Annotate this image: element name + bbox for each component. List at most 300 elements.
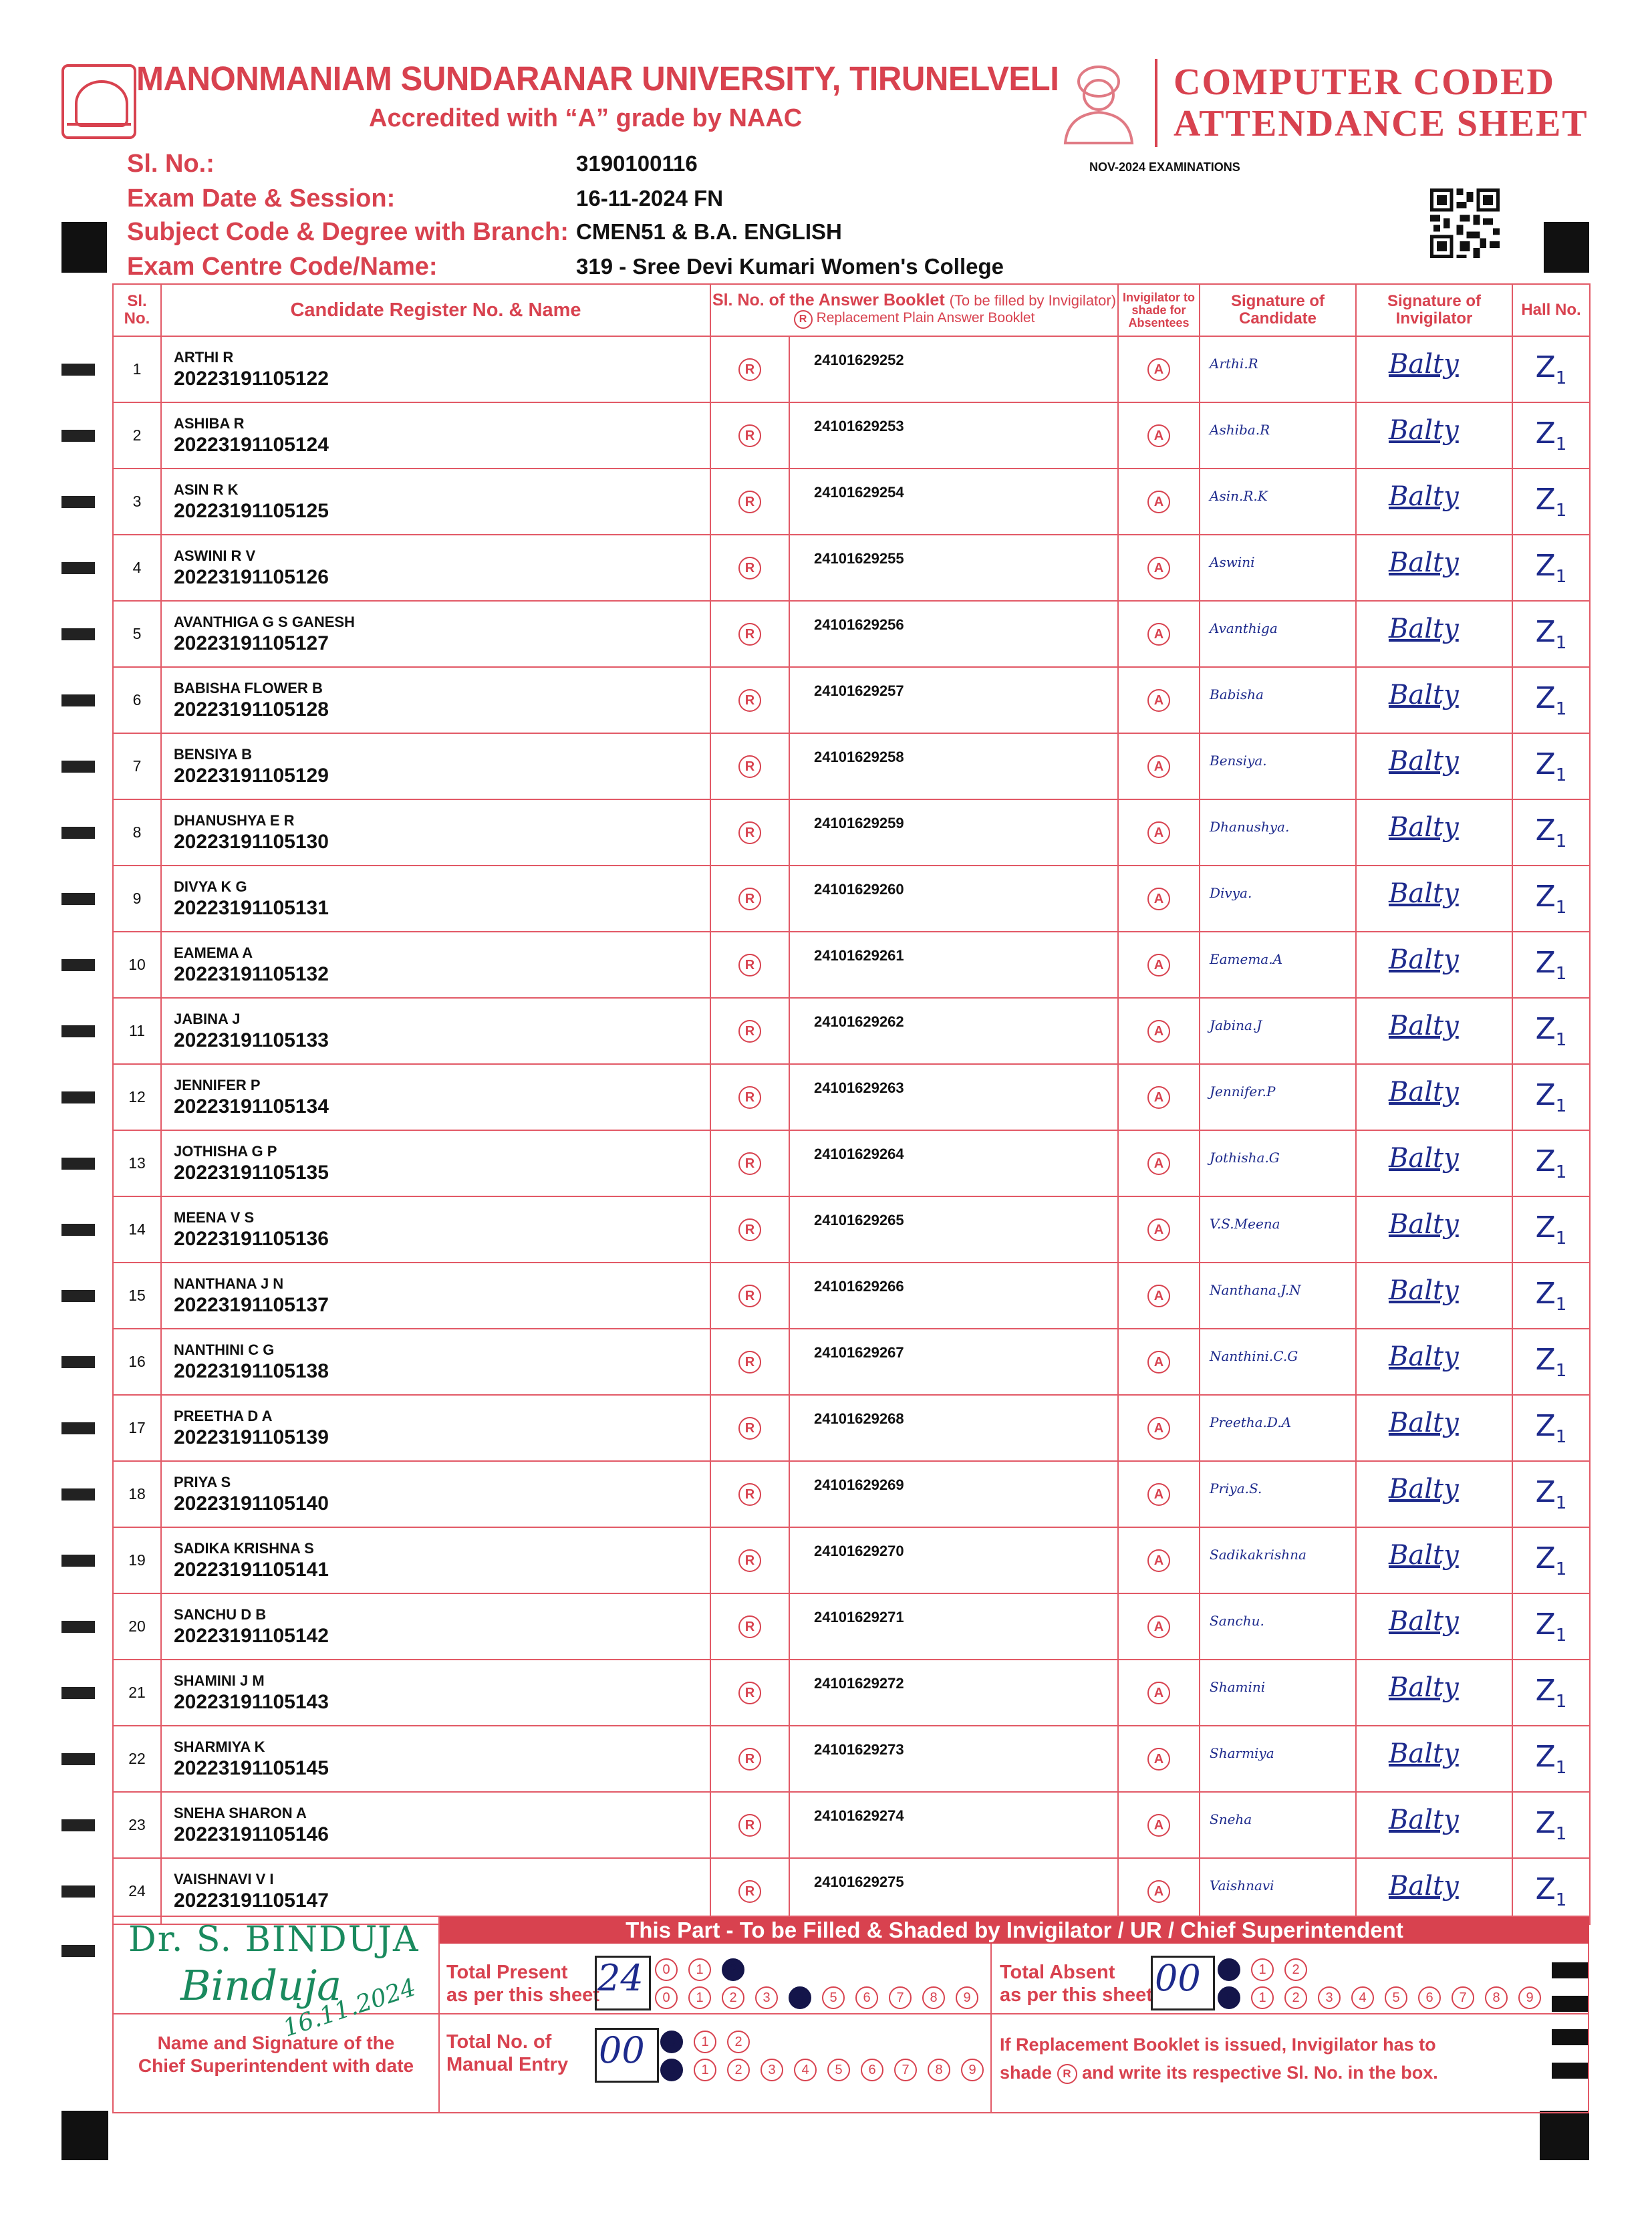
row-booklet xyxy=(789,1395,1118,1461)
table-row xyxy=(113,733,1590,799)
digit-bubble[interactable]: 7 xyxy=(1452,1986,1474,2009)
row-booklet xyxy=(789,1792,1118,1858)
hall-number: $Z_1$ xyxy=(1535,1409,1567,1447)
digit-bubble[interactable]: 8 xyxy=(922,1986,945,2009)
row-absent[interactable] xyxy=(1118,1726,1200,1792)
row-candidate-signature xyxy=(1200,1593,1356,1660)
row-invigilator-signature xyxy=(1356,1329,1512,1395)
hall-number: $Z_1$ xyxy=(1535,1475,1567,1513)
digit-bubble[interactable]: 0 xyxy=(655,1986,678,2009)
replacement-r-bubble[interactable]: R xyxy=(738,888,761,910)
row-candidate xyxy=(161,1064,710,1130)
digit-bubble[interactable]: 2 xyxy=(1284,1986,1307,2009)
absent-a-bubble[interactable]: A xyxy=(1147,1351,1170,1374)
row-absent[interactable] xyxy=(1118,998,1200,1064)
digit-bubble[interactable]: 6 xyxy=(861,2059,883,2081)
replacement-r-bubble[interactable]: R xyxy=(738,491,761,513)
digit-bubble[interactable]: 0 xyxy=(1218,1958,1240,1981)
candidate-signature: Sneha xyxy=(1210,1811,1252,1827)
row-replacement[interactable] xyxy=(710,1660,789,1726)
hall-number: $Z_1$ xyxy=(1535,1872,1567,1910)
present-label-line1: Total Present xyxy=(446,1962,568,1983)
row-hall xyxy=(1512,998,1590,1064)
row-candidate-signature xyxy=(1200,1858,1356,1924)
absent-a-bubble[interactable]: A xyxy=(1147,1748,1170,1771)
row-booklet xyxy=(789,1726,1118,1792)
candidate-name: JOTHISHA G P xyxy=(174,1143,277,1160)
invigilator-signature: Balty xyxy=(1389,680,1459,710)
manual-tens-bubbles[interactable] xyxy=(660,2031,761,2053)
row-candidate xyxy=(161,799,710,866)
register-number: 20223191105132 xyxy=(174,963,329,985)
booklet-number: 24101629274 xyxy=(814,1807,904,1824)
row-invigilator-signature xyxy=(1356,336,1512,402)
hall-number: $Z_1$ xyxy=(1535,1144,1567,1182)
table-row xyxy=(113,932,1590,998)
absent-a-bubble[interactable]: A xyxy=(1147,1152,1170,1175)
row-candidate xyxy=(161,1461,710,1527)
row-invigilator-signature xyxy=(1356,469,1512,535)
hall-number: $Z_1$ xyxy=(1535,946,1567,984)
candidate-signature: Asin.R.K xyxy=(1210,488,1268,504)
row-replacement[interactable] xyxy=(710,469,789,535)
hall-number: $Z_1$ xyxy=(1535,880,1567,918)
hall-number: $Z_1$ xyxy=(1535,1541,1567,1579)
replacement-r-bubble[interactable]: R xyxy=(738,1682,761,1704)
row-absent[interactable] xyxy=(1118,1196,1200,1263)
row-replacement[interactable] xyxy=(710,1263,789,1329)
row-hall xyxy=(1512,733,1590,799)
row-hall xyxy=(1512,1329,1590,1395)
replacement-r-bubble[interactable]: R xyxy=(738,1483,761,1506)
hall-number: $Z_1$ xyxy=(1535,1806,1567,1844)
table-row xyxy=(113,1064,1590,1130)
replacement-r-bubble[interactable]: R xyxy=(738,1748,761,1771)
replacement-r-bubble[interactable]: R xyxy=(738,358,761,381)
replacement-r-bubble[interactable]: R xyxy=(738,1814,761,1837)
row-absent[interactable] xyxy=(1118,1858,1200,1924)
row-invigilator-signature xyxy=(1356,1660,1512,1726)
invigilator-section xyxy=(112,1916,1589,2113)
row-absent[interactable] xyxy=(1118,601,1200,667)
manual-label-line1: Total No. of xyxy=(446,2031,552,2053)
replacement-r-bubble[interactable]: R xyxy=(738,821,761,844)
digit-bubble[interactable]: 1 xyxy=(1251,1986,1274,2009)
row-booklet xyxy=(789,1130,1118,1196)
row-replacement[interactable] xyxy=(710,1196,789,1263)
absent-a-bubble[interactable]: A xyxy=(1147,1086,1170,1109)
absent-label-line2: as per this sheet xyxy=(1000,1984,1153,2006)
absent-tens-bubbles[interactable] xyxy=(1218,1958,1318,1981)
row-sl: 9 xyxy=(113,866,161,932)
row-candidate-signature xyxy=(1200,1527,1356,1593)
booklet-number: 24101629265 xyxy=(814,1212,904,1228)
row-candidate xyxy=(161,402,710,469)
row-absent[interactable] xyxy=(1118,1130,1200,1196)
digit-bubble[interactable]: 3 xyxy=(1318,1986,1341,2009)
row-invigilator-signature xyxy=(1356,1064,1512,1130)
row-replacement[interactable] xyxy=(710,1329,789,1395)
booklet-number: 24101629260 xyxy=(814,881,904,898)
replacement-r-bubble[interactable]: R xyxy=(738,1020,761,1043)
row-replacement[interactable] xyxy=(710,1858,789,1924)
header-absent: Invigilator to shade for Absentees xyxy=(1118,284,1200,336)
digit-bubble[interactable]: 5 xyxy=(1385,1986,1407,2009)
sheet-title xyxy=(1174,61,1589,144)
digit-bubble[interactable]: 0 xyxy=(655,1958,678,1981)
row-hall xyxy=(1512,1263,1590,1329)
timing-mark xyxy=(61,761,95,773)
row-candidate-signature xyxy=(1200,535,1356,601)
row-absent[interactable] xyxy=(1118,469,1200,535)
row-replacement[interactable] xyxy=(710,866,789,932)
timing-mark xyxy=(61,959,95,971)
row-invigilator-signature xyxy=(1356,866,1512,932)
absent-a-bubble[interactable]: A xyxy=(1147,1417,1170,1440)
register-number: 20223191105135 xyxy=(174,1162,329,1184)
booklet-number: 24101629262 xyxy=(814,1013,904,1030)
chief-name: Dr. S. BINDUJA xyxy=(128,1920,420,1960)
row-absent[interactable] xyxy=(1118,667,1200,733)
absent-a-bubble[interactable]: A xyxy=(1147,358,1170,381)
replacement-note-line2: and write its respective Sl. No. in the box. xyxy=(1082,2063,1438,2083)
row-absent[interactable] xyxy=(1118,1660,1200,1726)
row-replacement[interactable] xyxy=(710,1726,789,1792)
row-booklet xyxy=(789,1660,1118,1726)
row-replacement[interactable] xyxy=(710,336,789,402)
university-name: MANONMANIAM SUNDARANAR UNIVERSITY, TIRUNELVELI xyxy=(136,59,1059,98)
digit-bubble[interactable]: 2 xyxy=(722,1986,744,2009)
row-replacement[interactable] xyxy=(710,1461,789,1527)
row-hall xyxy=(1512,1395,1590,1461)
invigilator-signature: Balty xyxy=(1389,1606,1459,1637)
row-replacement[interactable] xyxy=(710,535,789,601)
digit-bubble[interactable]: 1 xyxy=(688,1986,711,2009)
digit-bubble[interactable]: 3 xyxy=(755,1986,778,2009)
present-tens-bubbles[interactable] xyxy=(655,1958,755,1981)
replacement-r-bubble[interactable]: R xyxy=(738,1615,761,1638)
row-hall xyxy=(1512,1064,1590,1130)
row-candidate xyxy=(161,1395,710,1461)
manual-value: 00 xyxy=(599,2029,645,2071)
row-replacement[interactable] xyxy=(710,1527,789,1593)
timing-mark xyxy=(61,1945,95,1957)
candidate-name: DIVYA K G xyxy=(174,878,247,895)
timing-mark xyxy=(61,1158,95,1170)
digit-bubble[interactable]: 4 xyxy=(1351,1986,1374,2009)
accreditation-text: Accredited with “A” grade by NAAC xyxy=(369,104,803,132)
register-number: 20223191105138 xyxy=(174,1360,329,1382)
row-replacement[interactable] xyxy=(710,402,789,469)
digit-bubble[interactable]: 0 xyxy=(1218,1986,1240,2009)
replacement-r-bubble[interactable]: R xyxy=(738,557,761,579)
digit-bubble[interactable]: 4 xyxy=(789,1986,811,2009)
replacement-r-bubble[interactable]: R xyxy=(738,1218,761,1241)
timing-mark xyxy=(61,1819,95,1831)
hall-number: $Z_1$ xyxy=(1535,615,1567,653)
absent-a-bubble[interactable]: A xyxy=(1147,491,1170,513)
manual-label-line2: Manual Entry xyxy=(446,2054,569,2075)
absent-a-bubble[interactable]: A xyxy=(1147,954,1170,976)
digit-bubble[interactable]: 1 xyxy=(694,2031,716,2053)
row-absent[interactable] xyxy=(1118,1527,1200,1593)
row-sl: 16 xyxy=(113,1329,161,1395)
row-replacement[interactable] xyxy=(710,932,789,998)
row-candidate xyxy=(161,1858,710,1924)
absent-a-bubble[interactable]: A xyxy=(1147,1682,1170,1704)
row-sl: 23 xyxy=(113,1792,161,1858)
candidate-name: PRIYA S xyxy=(174,1474,231,1490)
row-absent[interactable] xyxy=(1118,1395,1200,1461)
row-absent[interactable] xyxy=(1118,799,1200,866)
candidate-name: EAMEMA A xyxy=(174,944,253,961)
manual-units-bubbles[interactable] xyxy=(660,2059,994,2081)
timing-mark xyxy=(61,1422,95,1434)
row-absent[interactable] xyxy=(1118,336,1200,402)
digit-bubble[interactable]: 7 xyxy=(889,1986,912,2009)
digit-bubble[interactable]: 5 xyxy=(822,1986,845,2009)
hall-number: $Z_1$ xyxy=(1535,747,1567,785)
row-replacement[interactable] xyxy=(710,667,789,733)
replacement-r-bubble[interactable]: R xyxy=(738,1152,761,1175)
absent-a-bubble[interactable]: A xyxy=(1147,888,1170,910)
register-number: 20223191105125 xyxy=(174,500,329,522)
centre-value: 319 - Sree Devi Kumari Women's College xyxy=(576,254,1004,279)
hall-number: $Z_1$ xyxy=(1535,1607,1567,1646)
replacement-r-bubble[interactable]: R xyxy=(738,1086,761,1109)
row-replacement[interactable] xyxy=(710,1130,789,1196)
row-sl: 1 xyxy=(113,336,161,402)
digit-bubble[interactable]: 2 xyxy=(727,2059,750,2081)
timing-mark xyxy=(61,1621,95,1633)
row-invigilator-signature xyxy=(1356,1726,1512,1792)
replacement-r-bubble[interactable]: R xyxy=(738,1549,761,1572)
absent-a-bubble[interactable]: A xyxy=(1147,689,1170,712)
digit-bubble[interactable]: 7 xyxy=(894,2059,917,2081)
absent-a-bubble[interactable]: A xyxy=(1147,1549,1170,1572)
row-booklet xyxy=(789,336,1118,402)
row-invigilator-signature xyxy=(1356,733,1512,799)
candidate-name: BENSIYA B xyxy=(174,746,252,763)
digit-bubble[interactable]: 9 xyxy=(956,1986,978,2009)
row-replacement[interactable] xyxy=(710,601,789,667)
row-hall xyxy=(1512,402,1590,469)
invigilator-signature: Balty xyxy=(1389,1474,1459,1505)
header-sl: Sl. No. xyxy=(113,284,161,336)
row-sl: 11 xyxy=(113,998,161,1064)
digit-bubble[interactable]: 6 xyxy=(855,1986,878,2009)
exam-date-value: 16-11-2024 FN xyxy=(576,186,724,211)
replacement-r-bubble[interactable]: R xyxy=(738,1880,761,1903)
absent-a-bubble[interactable]: A xyxy=(1147,1615,1170,1638)
absent-a-bubble[interactable]: A xyxy=(1147,424,1170,447)
digit-bubble[interactable]: 4 xyxy=(794,2059,817,2081)
row-hall xyxy=(1512,866,1590,932)
sheet-title-line1: COMPUTER CODED xyxy=(1174,61,1555,103)
row-replacement[interactable] xyxy=(710,1064,789,1130)
digit-bubble[interactable]: 2 xyxy=(722,1958,744,1981)
row-candidate-signature xyxy=(1200,1196,1356,1263)
subject-label: Subject Code & Degree with Branch: xyxy=(127,218,569,246)
timing-mark xyxy=(61,562,95,574)
digit-bubble[interactable]: 3 xyxy=(761,2059,783,2081)
row-sl: 2 xyxy=(113,402,161,469)
row-absent[interactable] xyxy=(1118,1329,1200,1395)
booklet-number: 24101629252 xyxy=(814,352,904,368)
university-logo xyxy=(61,64,136,139)
digit-bubble[interactable]: 9 xyxy=(1518,1986,1541,2009)
invigilator-section-title: This Part - To be Filled & Shaded by Invigilator / UR / Chief Superintendent xyxy=(440,1917,1589,1944)
replacement-r-bubble[interactable]: R xyxy=(738,424,761,447)
row-absent[interactable] xyxy=(1118,733,1200,799)
row-booklet xyxy=(789,1196,1118,1263)
candidate-name: AVANTHIGA G S GANESH xyxy=(174,614,355,630)
row-invigilator-signature xyxy=(1356,1527,1512,1593)
subject-value: CMEN51 & B.A. ENGLISH xyxy=(576,219,842,244)
row-absent[interactable] xyxy=(1118,402,1200,469)
row-booklet xyxy=(789,1064,1118,1130)
row-absent[interactable] xyxy=(1118,535,1200,601)
absent-a-bubble[interactable]: A xyxy=(1147,1814,1170,1837)
row-candidate-signature xyxy=(1200,998,1356,1064)
digit-bubble[interactable]: 2 xyxy=(1284,1958,1307,1981)
replacement-r-bubble[interactable]: R xyxy=(738,1417,761,1440)
timing-mark xyxy=(61,1290,95,1302)
absent-a-bubble[interactable]: A xyxy=(1147,821,1170,844)
absent-a-bubble[interactable]: A xyxy=(1147,623,1170,646)
row-invigilator-signature xyxy=(1356,799,1512,866)
register-number: 20223191105126 xyxy=(174,566,329,588)
digit-bubble[interactable]: 1 xyxy=(688,1958,711,1981)
row-booklet xyxy=(789,1263,1118,1329)
digit-bubble[interactable]: 2 xyxy=(727,2031,750,2053)
row-candidate-signature xyxy=(1200,932,1356,998)
absent-a-bubble[interactable]: A xyxy=(1147,1020,1170,1043)
replacement-r-bubble[interactable]: R xyxy=(738,755,761,778)
absent-a-bubble[interactable]: A xyxy=(1147,1218,1170,1241)
row-absent[interactable] xyxy=(1118,1461,1200,1527)
exam-session-label: NOV-2024 EXAMINATIONS xyxy=(1089,160,1240,174)
invigilator-signature: Balty xyxy=(1389,481,1459,512)
attendance-table xyxy=(112,283,1591,1925)
row-replacement[interactable] xyxy=(710,1395,789,1461)
row-sl: 10 xyxy=(113,932,161,998)
header-booklet xyxy=(710,284,1118,336)
row-candidate-signature xyxy=(1200,601,1356,667)
replacement-r-bubble[interactable]: R xyxy=(738,689,761,712)
row-sl: 15 xyxy=(113,1263,161,1329)
table-row xyxy=(113,799,1590,866)
candidate-name: DHANUSHYA E R xyxy=(174,812,295,829)
candidate-name: JABINA J xyxy=(174,1011,241,1027)
row-replacement[interactable] xyxy=(710,1593,789,1660)
digit-bubble[interactable]: 1 xyxy=(694,2059,716,2081)
row-absent[interactable] xyxy=(1118,1263,1200,1329)
row-replacement[interactable] xyxy=(710,1792,789,1858)
digit-bubble[interactable]: 6 xyxy=(1418,1986,1441,2009)
register-number: 20223191105136 xyxy=(174,1228,329,1250)
table-row xyxy=(113,1792,1590,1858)
absent-label xyxy=(1000,1961,1153,2006)
row-absent[interactable] xyxy=(1118,1064,1200,1130)
candidate-name: SADIKA KRISHNA S xyxy=(174,1540,314,1557)
row-replacement[interactable] xyxy=(710,733,789,799)
candidate-signature: Priya.S. xyxy=(1210,1480,1262,1496)
candidate-signature: Nanthini.C.G xyxy=(1210,1348,1298,1364)
digit-bubble[interactable]: 1 xyxy=(1251,1958,1274,1981)
header-hall: Hall No. xyxy=(1512,284,1590,336)
registration-mark xyxy=(61,222,107,273)
absent-units-bubbles[interactable] xyxy=(1218,1986,1552,2009)
row-candidate-signature xyxy=(1200,469,1356,535)
table-row xyxy=(113,667,1590,733)
candidate-name: ASIN R K xyxy=(174,481,239,498)
candidate-signature: Ashiba.R xyxy=(1210,422,1270,438)
timing-mark xyxy=(61,1885,95,1898)
qr-code xyxy=(1430,188,1500,258)
invigilator-signature: Balty xyxy=(1389,812,1459,843)
digit-bubble[interactable]: 9 xyxy=(961,2059,984,2081)
candidate-name: SHAMINI J M xyxy=(174,1672,265,1689)
row-sl: 3 xyxy=(113,469,161,535)
digit-bubble[interactable]: 8 xyxy=(928,2059,950,2081)
row-absent[interactable] xyxy=(1118,1593,1200,1660)
replacement-r-bubble[interactable]: R xyxy=(738,623,761,646)
booklet-number: 24101629264 xyxy=(814,1146,904,1162)
row-replacement[interactable] xyxy=(710,799,789,866)
header-booklet-sub: Replacement Plain Answer Booklet xyxy=(816,310,1035,325)
row-absent[interactable] xyxy=(1118,932,1200,998)
absent-a-bubble[interactable]: A xyxy=(1147,755,1170,778)
row-booklet xyxy=(789,1858,1118,1924)
row-candidate-signature xyxy=(1200,1660,1356,1726)
table-row xyxy=(113,1527,1590,1593)
booklet-number: 24101629266 xyxy=(814,1278,904,1295)
absent-value: 00 xyxy=(1155,1957,1201,1999)
absent-a-bubble[interactable]: A xyxy=(1147,1483,1170,1506)
exam-date-label: Exam Date & Session: xyxy=(127,184,396,213)
digit-bubble[interactable]: 0 xyxy=(660,2059,683,2081)
row-sl: 4 xyxy=(113,535,161,601)
replacement-r-bubble[interactable]: R xyxy=(738,1285,761,1307)
row-absent[interactable] xyxy=(1118,866,1200,932)
digit-bubble[interactable]: 0 xyxy=(660,2031,683,2053)
digit-bubble[interactable]: 5 xyxy=(827,2059,850,2081)
replacement-r-bubble[interactable]: R xyxy=(738,1351,761,1374)
absent-a-bubble[interactable]: A xyxy=(1147,557,1170,579)
hall-number: $Z_1$ xyxy=(1535,350,1567,388)
invigilator-signature: Balty xyxy=(1389,1871,1459,1902)
row-sl: 19 xyxy=(113,1527,161,1593)
row-invigilator-signature xyxy=(1356,1130,1512,1196)
timing-mark xyxy=(61,1091,95,1103)
hall-number: $Z_1$ xyxy=(1535,483,1567,521)
absent-a-bubble[interactable]: A xyxy=(1147,1285,1170,1307)
absent-a-bubble[interactable]: A xyxy=(1147,1880,1170,1903)
booklet-number: 24101629255 xyxy=(814,550,904,567)
row-sl: 18 xyxy=(113,1461,161,1527)
candidate-signature: Sharmiya xyxy=(1210,1745,1274,1761)
replacement-r-bubble[interactable]: R xyxy=(738,954,761,976)
digit-bubble[interactable]: 8 xyxy=(1485,1986,1508,2009)
row-hall xyxy=(1512,336,1590,402)
timing-mark xyxy=(61,628,95,640)
candidate-signature: Eamema.A xyxy=(1210,951,1283,967)
present-units-bubbles[interactable] xyxy=(655,1986,989,2009)
candidate-name: PREETHA D A xyxy=(174,1408,273,1424)
row-absent[interactable] xyxy=(1118,1792,1200,1858)
row-replacement[interactable] xyxy=(710,998,789,1064)
